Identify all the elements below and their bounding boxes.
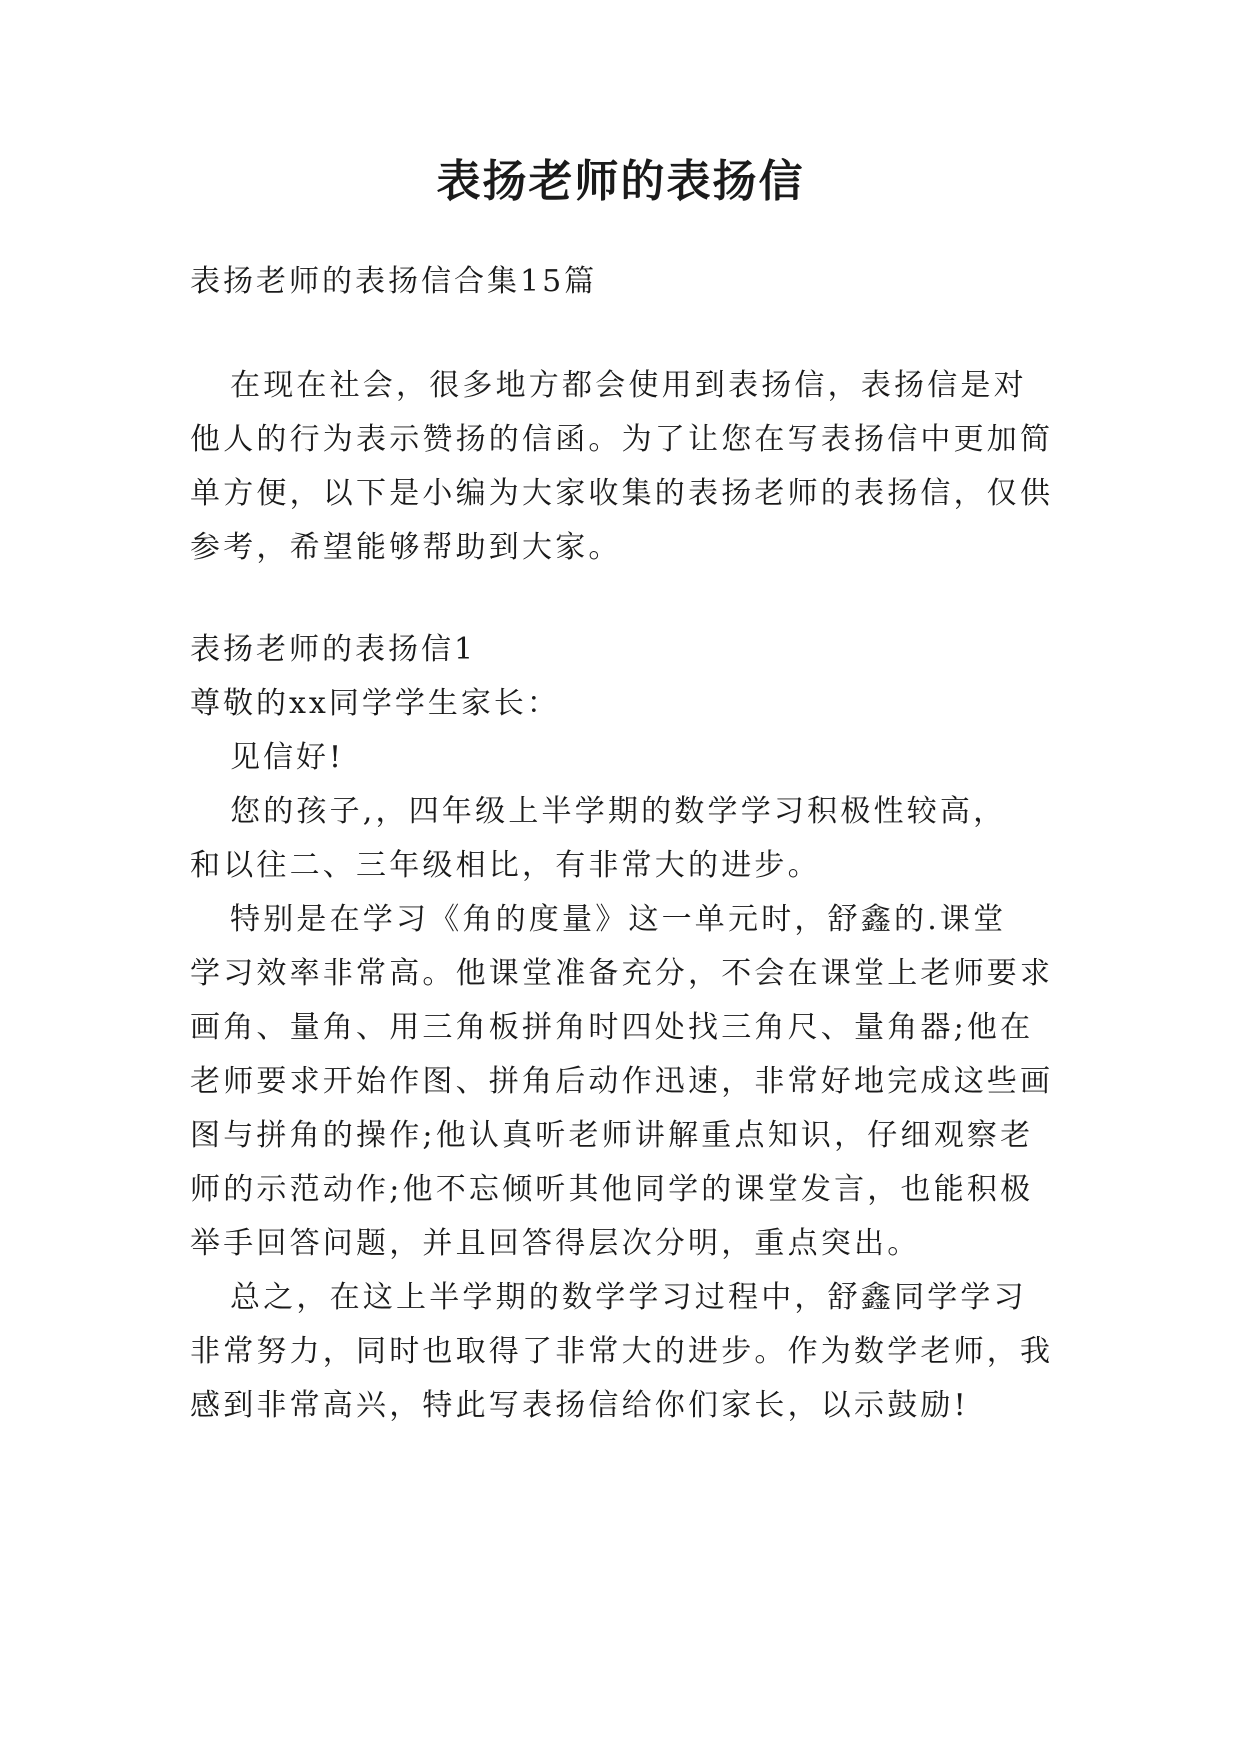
document-subtitle: 表扬老师的表扬信合集15篇 — [190, 264, 598, 299]
document-title: 表扬老师的表扬信 — [436, 156, 805, 207]
body-line: 和以往二、三年级相比，有非常大的进步。 — [190, 848, 821, 883]
intro-line: 他人的行为表示赞扬的信函。为了让您在写表扬信中更加简 — [190, 422, 1054, 457]
body-line: 您的孩子,，四年级上半学期的数学学习积极性较高， — [230, 794, 1007, 829]
letter-salutation: 尊敬的xx同学学生家长： — [190, 686, 560, 721]
body-line: 特别是在学习《角的度量》这一单元时，舒鑫的.课堂 — [230, 902, 1007, 937]
body-line: 学习效率非常高。他课堂准备充分，不会在课堂上老师要求 — [190, 956, 1054, 991]
body-line: 老师要求开始作图、拼角后动作迅速，非常好地完成这些画 — [190, 1064, 1054, 1099]
intro-line: 在现在社会，很多地方都会使用到表扬信，表扬信是对 — [230, 368, 1027, 403]
body-line: 师的示范动作;他不忘倾听其他同学的课堂发言，也能积极 — [190, 1172, 1034, 1207]
intro-line: 参考，希望能够帮助到大家。 — [190, 530, 622, 565]
body-line: 总之，在这上半学期的数学学习过程中，舒鑫同学学习 — [230, 1280, 1027, 1315]
body-line: 举手回答问题，并且回答得层次分明，重点突出。 — [190, 1226, 921, 1261]
letter-heading: 表扬老师的表扬信1 — [190, 632, 477, 667]
body-line: 画角、量角、用三角板拼角时四处找三角尺、量角器;他在 — [190, 1010, 1034, 1045]
letter-greeting: 见信好! — [230, 740, 345, 775]
body-line: 非常努力，同时也取得了非常大的进步。作为数学老师，我 — [190, 1334, 1054, 1369]
intro-line: 单方便，以下是小编为大家收集的表扬老师的表扬信，仅供 — [190, 476, 1054, 511]
body-line: 感到非常高兴，特此写表扬信给你们家长，以示鼓励! — [190, 1388, 969, 1423]
body-line: 图与拼角的操作;他认真听老师讲解重点知识，仔细观察老 — [190, 1118, 1034, 1153]
